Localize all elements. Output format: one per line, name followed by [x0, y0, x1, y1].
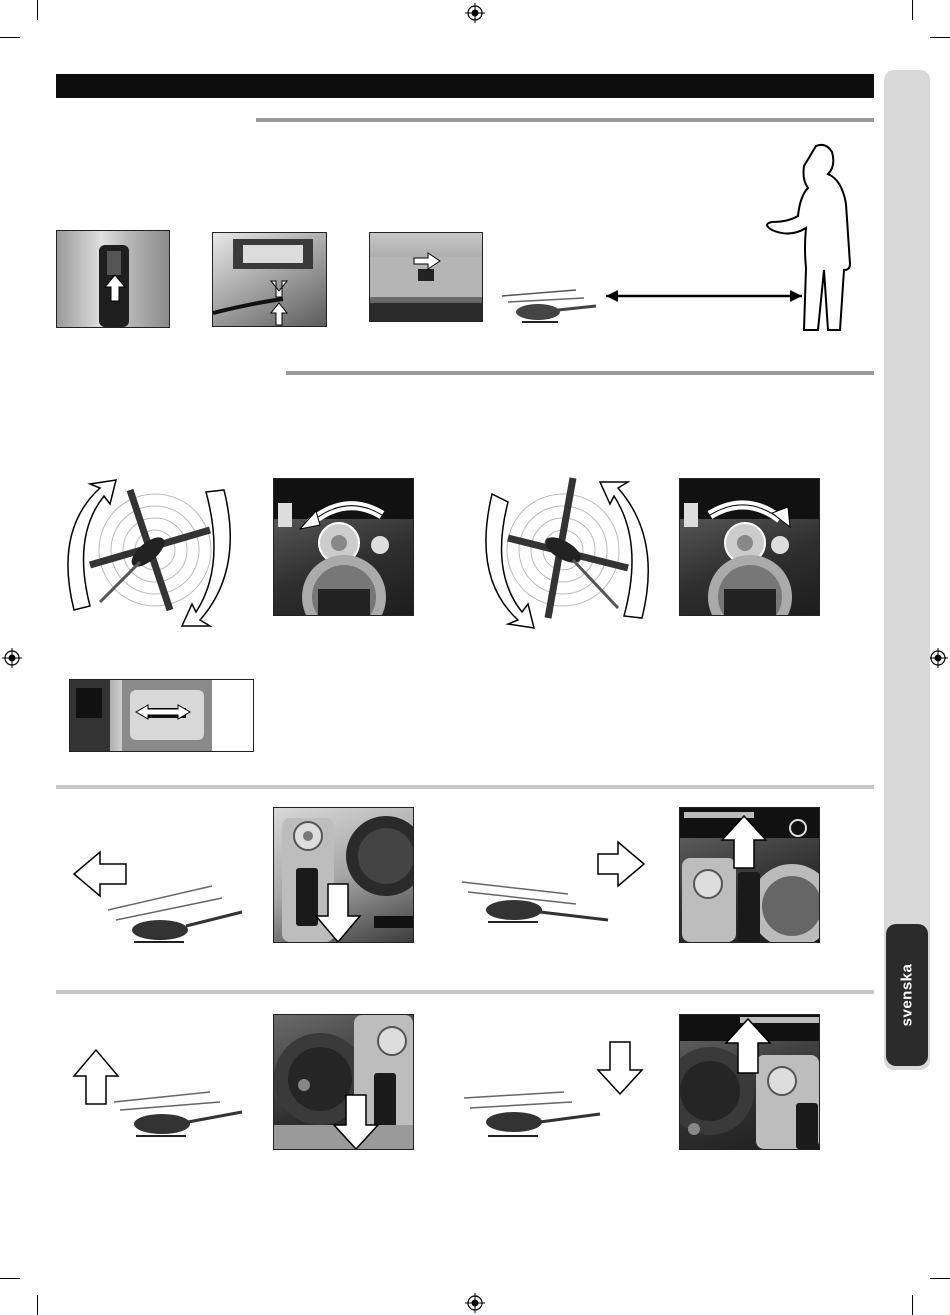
crop-mark [0, 1278, 20, 1279]
heli-ascend-figure [70, 1048, 260, 1144]
registration-mark-icon [465, 1293, 485, 1313]
photo-channel-switch [69, 679, 254, 752]
photo-power-switch [369, 232, 483, 322]
photo-stick-up-right [679, 807, 820, 943]
crop-mark [930, 37, 950, 38]
heli-move-left-figure [72, 838, 262, 948]
photo-stick-up-down [679, 1014, 820, 1150]
heli-distance-figure [498, 136, 864, 346]
header-bar [56, 74, 874, 98]
crop-mark [930, 1278, 950, 1279]
registration-mark-icon [2, 648, 22, 668]
crop-mark [0, 37, 20, 38]
crop-mark [912, 0, 913, 20]
photo-trim-dial-left [273, 478, 414, 616]
photo-charging-plug [212, 232, 327, 327]
crop-mark [37, 0, 38, 20]
crop-mark [37, 1295, 38, 1315]
heli-move-right-figure [458, 838, 654, 938]
heli-rotate-right-figure [478, 468, 656, 638]
language-tab [886, 924, 928, 1066]
section-rule [256, 118, 874, 122]
crop-mark [912, 1295, 913, 1315]
heli-rotate-left-figure [60, 470, 238, 635]
photo-stick-down-up [273, 1014, 414, 1150]
section-rule [286, 371, 874, 375]
section-rule [56, 785, 874, 789]
heli-descend-figure [460, 1038, 656, 1148]
language-label: svenska [898, 963, 916, 1027]
photo-stick-down-left [273, 807, 414, 943]
registration-mark-icon [465, 3, 485, 23]
registration-mark-icon [928, 648, 948, 668]
photo-trim-dial-right [679, 478, 820, 616]
section-rule [56, 990, 874, 994]
side-strip [884, 70, 930, 1070]
photo-controller-power [56, 230, 170, 328]
